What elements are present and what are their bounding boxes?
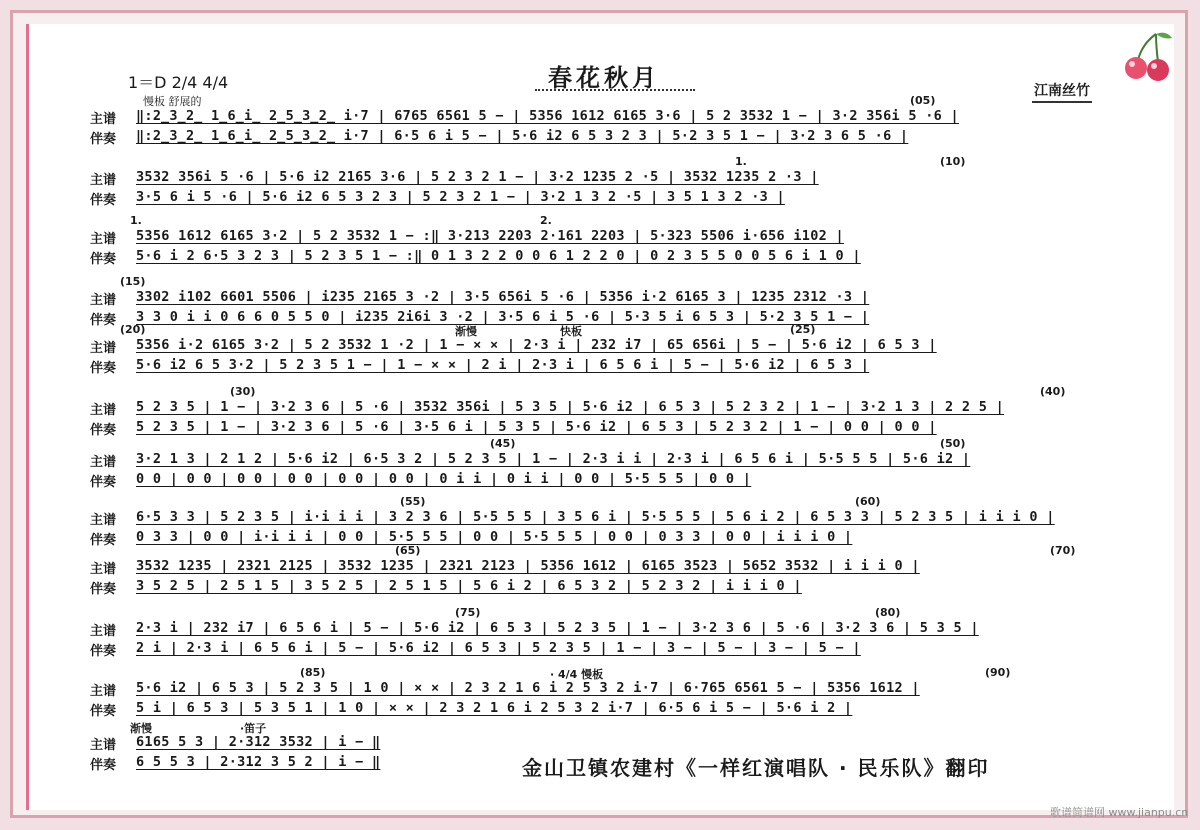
part-label: 伴奏 [90,313,117,328]
notation-line: 5356 1612 6165 3·2 | 5 2 3532 1 − :‖ 3·213 2203 2·161 2203 | 5·323 5506 i·656 i102 | [136,228,844,244]
part-label: 伴奏 [90,361,117,376]
accompaniment-row [90,128,1120,148]
notation-line: 5 2 3 5 | 1 − | 3·2 3 6 | 5 ·6 | 3·5 6 i | 5 3 5 | 5·6 i2 | 6 5 3 | 5 2 3 2 | 1 − | 0 0 | 0 0 | [136,419,937,435]
notation-line: ‖:2̲3̲2̲ 1̲6̲i̲ 2̲5̲3̲2̲ i·7 | 6·5 6 i 5 − | 5·6 i2 6 5 3 2 3 | 5·2 3 5 1 − | 3·2 3 6 5 ·6 | [136,128,909,144]
notation-line: 3 3 0 i i 0 6 6 0 5 5 0 | i235 2i6i 3 ·2 | 3·5 6 i 5 ·6 | 5·3 5 i 6 5 3 | 5·2 3 5 1 − | [136,309,870,325]
score-system [90,214,1120,268]
part-label: 伴奏 [90,533,117,548]
part-label: 主谱 [90,293,117,308]
main-part-row [90,620,1120,640]
score-annotation: (70) [1050,544,1076,557]
score-annotation: (55) [400,495,426,508]
score-annotation: 渐慢 [455,325,477,338]
notation-line: 3 5 2 5 | 2 5 1 5 | 3 5 2 5 | 2 5 1 5 | 5 6 i 2 | 6 5 3 2 | 5 2 3 2 | i i i 0 | [136,578,802,594]
score-system [90,495,1120,549]
accompaniment-row [90,471,1120,491]
score-system [90,606,1120,660]
accompaniment-row [90,578,1120,598]
score-system [90,437,1120,491]
main-part-row [90,680,1120,700]
notation-line: 3·2 1 3 | 2 1 2 | 5·6 i2 | 6·5 3 2 | 5 2 3 5 | 1 − | 2·3 i i | 2·3 i | 6 5 6 i | 5·5 5 5 | 5·6 i2 | [136,451,971,467]
accompaniment-row [90,700,1120,720]
tempo-marking: 慢板 舒展的 [143,95,202,108]
part-label: 伴奏 [90,582,117,597]
score-annotation: (90) [985,666,1011,679]
accompaniment-row [90,189,1120,209]
notation-line: 6·5 3 3 | 5 2 3 5 | i·i i i | 3 2 3 6 | 5·5 5 5 | 3 5 6 i | 5·5 5 5 | 5 6 i 2 | 6 5 3 3 | 5 2 3 5 | i i i 0 | [136,509,1055,525]
part-label: 伴奏 [90,423,117,438]
notation-line: 5·6 i2 | 6 5 3 | 5 2 3 5 | 1 0 | × × | 2 3 2 1 6 i 2 5 3 2 i·7 | 6·765 6561 5 − | 5356 1612 | [136,680,920,696]
watermark: 歌谱简谱网 www.jianpu.cn [1050,806,1189,819]
part-label: 主谱 [90,513,117,528]
score-annotation: (25) [790,323,816,336]
main-part-row [90,337,1120,357]
notation-line: 3·5 6 i 5 ·6 | 5·6 i2 6 5 3 2 3 | 5 2 3 2 1 − | 3·2 1 3 2 ·5 | 3 5 1 3 2 ·3 | [136,189,785,205]
part-label: 伴奏 [90,704,117,719]
notation-line: 0 0 | 0 0 | 0 0 | 0 0 | 0 0 | 0 0 | 0 i i | 0 i i | 0 0 | 5·5 5 5 | 0 0 | [136,471,752,487]
main-part-row [90,289,1120,309]
notation-line: 5356 i·2 6165 3·2 | 5 2 3532 1 ·2 | 1 − × × | 2·3 i | 232 i7 | 65 656i | 5 − | 5·6 i2 | 6 5 3 | [136,337,937,353]
main-part-row [90,509,1120,529]
main-part-row [90,108,1120,128]
score-annotation: 1. [130,214,142,227]
page-title: 春花秋月 [548,63,660,92]
score-system [90,275,1120,329]
notation-line: 6165 5 3 | 2·312 3532 | i − ‖ [136,734,381,750]
score-annotation: 1. [735,155,747,168]
score-annotation: (50) [940,437,966,450]
accompaniment-row [90,529,1120,549]
notation-line: 5·6 i 2 6·5 3 2 3 | 5 2 3 5 1 − :‖ 0 1 3 2 2 0 0 6 1 2 2 0 | 0 2 3 5 5 0 0 5 6 i 1 0 | [136,248,861,264]
part-label: 主谱 [90,403,117,418]
accompaniment-row [90,357,1120,377]
score-system [90,323,1120,377]
score-annotation: 渐慢 [130,722,152,735]
part-label: 主谱 [90,562,117,577]
notation-line: 2 i | 2·3 i | 6 5 6 i | 5 − | 5·6 i2 | 6 5 3 | 5 2 3 5 | 1 − | 3 − | 5 − | 3 − | 5 − | [136,640,861,656]
score-system [90,155,1120,209]
score-annotation: (20) [120,323,146,336]
accompaniment-row [90,248,1120,268]
part-label: 主谱 [90,684,117,699]
main-part-row [90,228,1120,248]
score-annotation: (15) [120,275,146,288]
score-annotation: · 4/4 慢板 [550,668,604,681]
key-signature: 1＝D 2/4 4/4 [128,73,229,92]
notation-line: 5·6 i2 6 5 3·2 | 5 2 3 5 1 − | 1 − × × | 2 i | 2·3 i | 6 5 6 i | 5 − | 5·6 i2 | 6 5 3 | [136,357,870,373]
part-label: 主谱 [90,341,117,356]
accompaniment-row [90,309,1120,329]
part-label: 主谱 [90,232,117,247]
title-underline [535,89,695,91]
part-label: 伴奏 [90,758,117,773]
main-part-row [90,399,1120,419]
part-label: 主谱 [90,112,117,127]
score-annotation: (85) [300,666,326,679]
score-annotation: (05) [910,94,936,107]
score-annotation: (30) [230,385,256,398]
score-annotation: 2. [540,214,552,227]
notation-line: ‖:2̲3̲2̲ 1̲6̲i̲ 2̲5̲3̲2̲ i·7 | 6765 6561 5 − | 5356 1612 6165 3·6 | 5 2 3532 1 − | 3·2 356i 5 ·6 | [136,108,959,124]
score-annotation: (65) [395,544,421,557]
accompaniment-row [90,640,1120,660]
part-label: 伴奏 [90,252,117,267]
part-label: 伴奏 [90,475,117,490]
notation-line: 3302 i102 6601 5506 | i235 2165 3 ·2 | 3·5 656i 5 ·6 | 5356 i·2 6165 3 | 1235 2312 ·3 | [136,289,870,305]
genre-label: 江南丝竹 [1032,80,1092,103]
score-annotation: ·笛子 [240,722,267,735]
footer-credit: 金山卫镇农建村《一样红演唱队 · 民乐队》翻印 [522,756,990,780]
notation-line: 2·3 i | 232 i7 | 6 5 6 i | 5 − | 5·6 i2 | 6 5 3 | 5 2 3 5 | 1 − | 3·2 3 6 | 5 ·6 | 3·2 3 6 | 5 3 5 | [136,620,979,636]
part-label: 主谱 [90,624,117,639]
main-part-row [90,451,1120,471]
part-label: 主谱 [90,173,117,188]
part-label: 伴奏 [90,193,117,208]
notation-line: 5 2 3 5 | 1 − | 3·2 3 6 | 5 ·6 | 3532 356i | 5 3 5 | 5·6 i2 | 6 5 3 | 5 2 3 2 | 1 − | 3·2 1 3 | 2 2 5 | [136,399,1005,415]
score-system [90,666,1120,720]
main-part-row [90,734,1120,754]
score-annotation: (80) [875,606,901,619]
main-part-row [90,169,1120,189]
notation-line: 6 5 5 3 | 2·312 3 5 2 | i − ‖ [136,754,381,770]
score-annotation: (45) [490,437,516,450]
accompaniment-row [90,419,1120,439]
score-annotation: 快板 [560,325,582,338]
score-annotation: (75) [455,606,481,619]
main-part-row [90,558,1120,578]
score-system [90,544,1120,598]
part-label: 主谱 [90,455,117,470]
score-annotation: (60) [855,495,881,508]
score-annotation: (40) [1040,385,1066,398]
score-system [90,385,1120,439]
cherry-icon [1116,30,1176,84]
notation-line: 3532 356i 5 ·6 | 5·6 i2 2165 3·6 | 5 2 3 2 1 − | 3·2 1235 2 ·5 | 3532 1235 2 ·3 | [136,169,819,185]
notation-line: 3532 1235 | 2321 2125 | 3532 1235 | 2321 2123 | 5356 1612 | 6165 3523 | 5652 3532 | i i i 0 | [136,558,920,574]
part-label: 主谱 [90,738,117,753]
notation-line: 5 i | 6 5 3 | 5 3 5 1 | 1 0 | × × | 2 3 2 1 6 i 2 5 3 2 i·7 | 6·5 6 i 5 − | 5·6 i 2 | [136,700,853,716]
score-annotation: (10) [940,155,966,168]
notation-line: 0 3 3 | 0 0 | i·i i i | 0 0 | 5·5 5 5 | 0 0 | 5·5 5 5 | 0 0 | 0 3 3 | 0 0 | i i i 0 | [136,529,853,545]
part-label: 伴奏 [90,132,117,147]
part-label: 伴奏 [90,644,117,659]
